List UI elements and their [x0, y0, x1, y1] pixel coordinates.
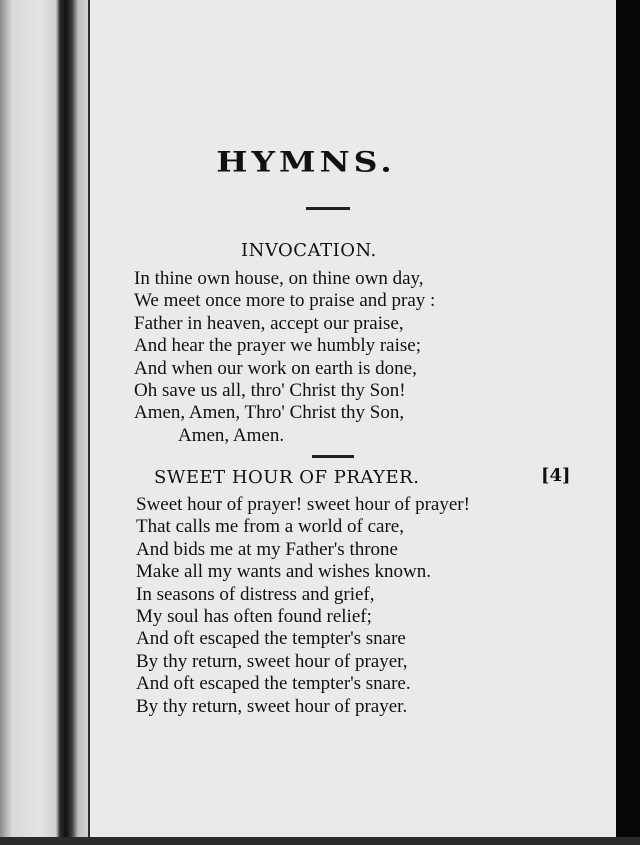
- verse-line: And when our work on earth is done,: [134, 357, 417, 379]
- verse-line: In thine own house, on thine own day,: [134, 268, 424, 289]
- verse-line: By thy return, sweet hour of prayer,: [136, 650, 408, 672]
- verse-line: That calls me from a world of care,: [136, 516, 404, 538]
- divider: [306, 207, 350, 210]
- verse-line: We meet once more to praise and pray :: [134, 290, 436, 312]
- verse-line: Father in heaven, accept our praise,: [134, 312, 404, 334]
- verse-line: Oh save us all, thro' Christ thy Son!: [134, 379, 406, 401]
- hymn-title-invocation: INVOCATION.: [241, 240, 377, 261]
- verse-line: And bids me at my Father's throne: [136, 538, 398, 560]
- scan-border: [616, 0, 640, 845]
- page-title: HYMNS.: [216, 144, 396, 179]
- verse-line: Amen, Amen.: [178, 424, 285, 446]
- hymn-sweet-hour-verse: [136, 494, 470, 718]
- hymn-number: [4]: [541, 465, 571, 486]
- hymn-title-sweet-hour: SWEET HOUR OF PRAYER.: [154, 467, 420, 488]
- verse-line: In seasons of distress and grief,: [136, 583, 375, 605]
- verse-line: And oft escaped the tempter's snare: [136, 628, 406, 650]
- verse-line: My soul has often found relief;: [136, 605, 372, 627]
- scan-border-bottom: [0, 837, 640, 845]
- verse-line: Make all my wants and wishes known.: [136, 561, 431, 583]
- verse-line: And oft escaped the tempter's snare.: [136, 673, 411, 695]
- verse-line: Amen, Amen, Thro' Christ thy Son,: [134, 402, 405, 424]
- hymn-invocation-verse: [134, 268, 435, 447]
- binding-gutter: [0, 0, 90, 845]
- verse-line: By thy return, sweet hour of prayer.: [136, 695, 408, 717]
- verse-line: And hear the prayer we humbly raise;: [134, 335, 422, 357]
- divider: [312, 455, 354, 458]
- verse-line: Sweet hour of prayer! sweet hour of prayer!: [136, 494, 470, 515]
